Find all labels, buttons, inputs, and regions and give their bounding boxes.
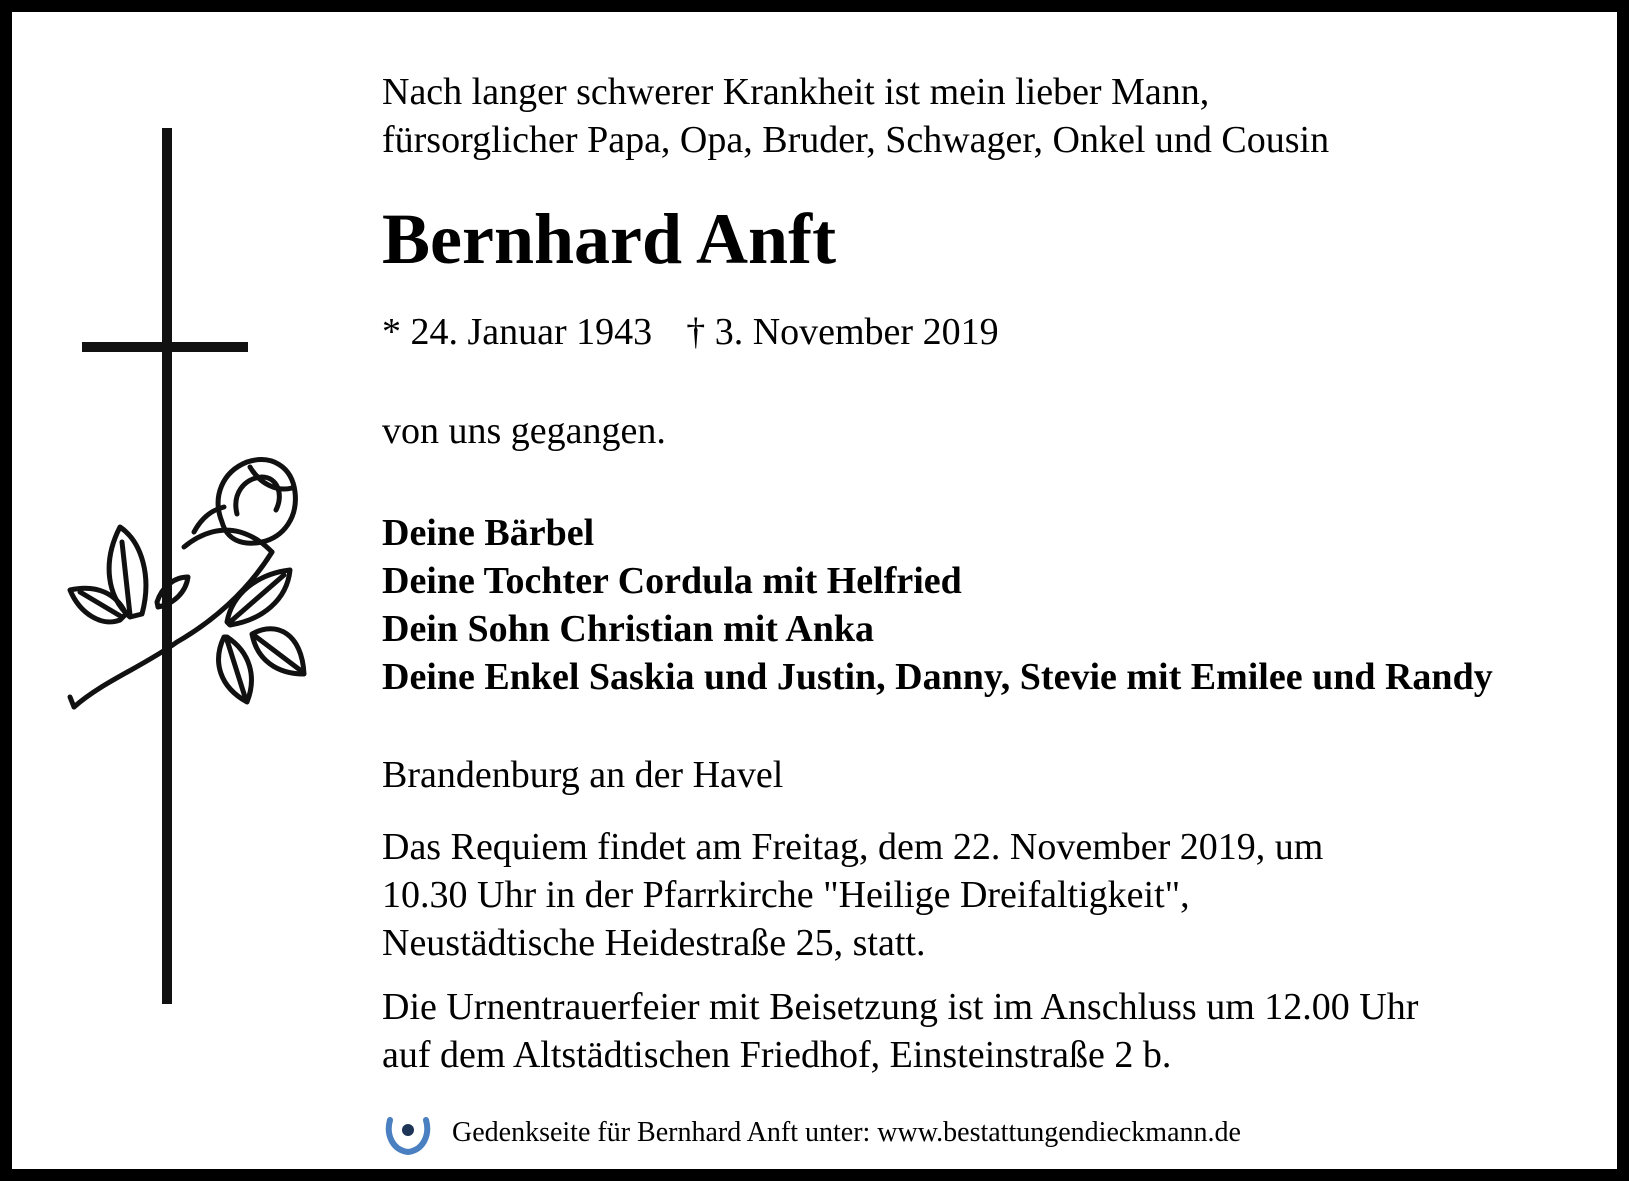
passed-text: von uns gegangen. [382,410,666,452]
family-list [382,509,1493,701]
urn-ceremony-text [382,983,1418,1079]
requiem-text [382,823,1323,967]
cross-with-rose-icon [62,122,332,1052]
death-date: † 3. November 2019 [686,311,999,353]
memorial-page-link[interactable]: Gedenkseite für Bernhard Anft unter: www.bestattungendieckmann.de [452,1117,1241,1148]
family-member: Dein Sohn Christian mit Anka [382,608,875,650]
requiem-line: Neustädtische Heidestraße 25, statt. [382,922,926,964]
intro-line: fürsorglicher Papa, Opa, Bruder, Schwager, Onkel und Cousin [382,119,1330,161]
deceased-name: Bernhard Anft [382,199,837,279]
memorial-page-footer [384,1110,1241,1156]
urn-line: Die Urnentrauerfeier mit Beisetzung ist im Anschluss um 12.00 Uhr [382,986,1419,1028]
requiem-line: Das Requiem findet am Freitag, dem 22. November 2019, um [382,826,1324,868]
birth-date: * 24. Januar 1943 [382,311,653,353]
obituary-card [12,12,1617,1169]
family-member: Deine Enkel Saskia und Justin, Danny, Stevie mit Emilee und Randy [382,656,1493,698]
memorial-logo-icon [384,1110,432,1156]
intro-line: Nach langer schwerer Krankheit ist mein lieber Mann, [382,71,1210,113]
family-member: Deine Bärbel [382,512,595,554]
life-dates [382,308,999,356]
place-text: Brandenburg an der Havel [382,754,784,796]
family-member: Deine Tochter Cordula mit Helfried [382,560,962,602]
urn-line: auf dem Altstädtischen Friedhof, Einsteinstraße 2 b. [382,1034,1172,1076]
requiem-line: 10.30 Uhr in der Pfarrkirche "Heilige Dreifaltigkeit", [382,874,1190,916]
intro-text [382,68,1329,164]
